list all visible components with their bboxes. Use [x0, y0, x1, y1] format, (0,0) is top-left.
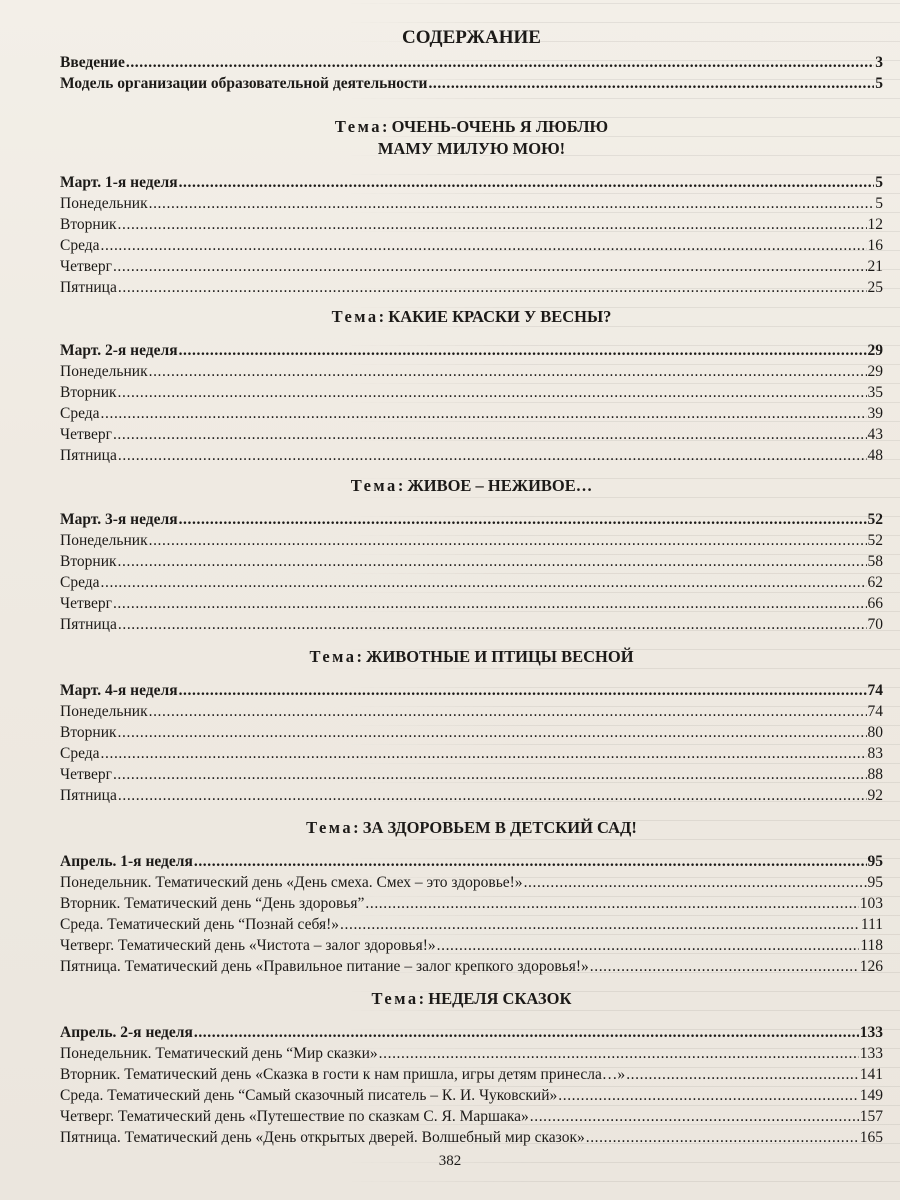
- toc-entry-page: 66: [867, 595, 883, 612]
- toc-entry-label: Четверг. Тематический день «Путешествие по сказкам С. Я. Маршака»: [60, 1108, 529, 1125]
- toc-entry: [60, 193, 883, 214]
- dot-leader: [101, 743, 867, 764]
- contents-title: СОДЕРЖАНИЕ: [402, 27, 541, 48]
- toc-entry-label: Четверг: [60, 426, 112, 443]
- toc-entry: [60, 785, 883, 806]
- toc-entry-label: Пятница: [60, 616, 117, 633]
- theme-prefix: Тема: [306, 818, 354, 837]
- toc-entry: [60, 445, 883, 466]
- toc-entry: [60, 382, 883, 403]
- toc-entry-page: 126: [859, 958, 883, 975]
- toc-entry-page: 74: [867, 682, 883, 699]
- toc-entry-label: Среда. Тематический день “Познай себя!»: [60, 916, 340, 933]
- toc-entry-label: Март. 3-я неделя: [60, 511, 178, 528]
- toc-entry-page: 133: [859, 1045, 883, 1062]
- theme-section: [60, 306, 883, 466]
- toc-entry-label: Пятница: [60, 447, 117, 464]
- toc-entry: [60, 52, 883, 73]
- toc-entry-label: Вторник. Тематический день “День здоровья”: [60, 895, 365, 912]
- toc-entry: [60, 509, 883, 530]
- toc-entry: [60, 551, 883, 572]
- toc-entry-page: 118: [860, 937, 883, 954]
- theme-title: НЕДЕЛЯ СКАЗОК: [428, 989, 572, 1008]
- toc-entry-label: Среда: [60, 745, 100, 762]
- page-number: 382: [438, 1153, 462, 1169]
- toc-entry: [60, 914, 883, 935]
- toc-entry: [60, 764, 883, 785]
- theme-title: ЖИВОТНЫЕ И ПТИЦЫ ВЕСНОЙ: [366, 647, 634, 666]
- toc-entry: [60, 935, 883, 956]
- toc-entry: [60, 1064, 883, 1085]
- dot-leader: [586, 1127, 859, 1148]
- theme-title: ЗА ЗДОРОВЬЕМ В ДЕТСКИЙ САД!: [362, 818, 637, 837]
- toc-entry-label: Понедельник: [60, 532, 148, 549]
- toc-entry-page: 133: [859, 1024, 883, 1041]
- toc-entry-label: Вторник: [60, 724, 117, 741]
- toc-entry-label: Вторник. Тематический день «Сказка в гости к нам пришла, игры детям принесла…»: [60, 1066, 626, 1083]
- dot-leader: [558, 1085, 859, 1106]
- theme-prefix: Тема: [350, 476, 398, 495]
- theme-section: [60, 475, 883, 635]
- dot-leader: [194, 1022, 859, 1043]
- toc-entry: [60, 956, 883, 977]
- toc-entry-page: 80: [867, 724, 883, 741]
- theme-section: [60, 646, 883, 806]
- toc-entry: [60, 530, 883, 551]
- theme-heading: Тема: ЖИВОЕ – НЕЖИВОЕ…: [350, 476, 593, 495]
- toc-entry-page: 43: [867, 426, 883, 443]
- toc-entry-label: Понедельник: [60, 703, 148, 720]
- dot-leader: [118, 785, 867, 806]
- toc-entry-page: 12: [867, 216, 883, 233]
- toc-entry-label: Март. 1-я неделя: [60, 174, 178, 191]
- theme-heading: Тема: ЗА ЗДОРОВЬЕМ В ДЕТСКИЙ САД!: [306, 818, 637, 837]
- toc-entry-label: Пятница: [60, 279, 117, 296]
- dot-leader: [118, 445, 867, 466]
- dot-leader: [118, 614, 867, 635]
- dot-leader: [113, 424, 867, 445]
- toc-entry-label: Четверг. Тематический день «Чистота – залог здоровья!»: [60, 937, 436, 954]
- toc-entry-label: Пятница: [60, 787, 117, 804]
- theme-title: ЖИВОЕ – НЕЖИВОЕ…: [407, 476, 593, 495]
- toc-entry: [60, 743, 883, 764]
- theme-section: [60, 116, 883, 298]
- toc-entry-label: Среда: [60, 574, 100, 591]
- toc-entry-label: Вторник: [60, 553, 117, 570]
- toc-entry-page: 149: [859, 1087, 883, 1104]
- theme-prefix: Тема: [331, 307, 379, 326]
- toc-entry: [60, 701, 883, 722]
- dot-leader: [113, 764, 867, 785]
- toc-entry-page: 58: [867, 553, 883, 570]
- toc-entry: [60, 680, 883, 701]
- theme-prefix: Тема: [371, 989, 419, 1008]
- toc-entry-page: 21: [867, 258, 883, 275]
- toc-entry-label: Введение: [60, 54, 125, 71]
- dot-leader: [365, 893, 858, 914]
- theme-prefix: Тема: [309, 647, 357, 666]
- toc-entry: [60, 1022, 883, 1043]
- dot-leader: [101, 572, 867, 593]
- theme-title: ОЧЕНЬ-ОЧЕНЬ Я ЛЮБЛЮ: [391, 117, 609, 136]
- toc-entry-page: 25: [867, 279, 883, 296]
- toc-entry-page: 3: [875, 54, 883, 71]
- dot-leader: [118, 551, 867, 572]
- toc-entry: [60, 73, 883, 94]
- dot-leader: [149, 193, 875, 214]
- toc-entry-page: 74: [867, 703, 883, 720]
- dot-leader: [113, 593, 867, 614]
- theme-title: МАМУ МИЛУЮ МОЮ!: [377, 139, 566, 158]
- toc-entry-page: 95: [867, 853, 883, 870]
- dot-leader: [524, 872, 867, 893]
- dot-leader: [118, 214, 867, 235]
- toc-entry: [60, 893, 883, 914]
- dot-leader: [379, 1043, 859, 1064]
- toc-entry: [60, 1127, 883, 1148]
- toc-entry-label: Март. 2-я неделя: [60, 342, 178, 359]
- toc-entry-page: 16: [867, 237, 883, 254]
- toc-entry-label: Понедельник: [60, 195, 148, 212]
- toc-entry: [60, 872, 883, 893]
- toc-entry: [60, 403, 883, 424]
- toc-entry-page: 141: [859, 1066, 883, 1083]
- toc-entry: [60, 614, 883, 635]
- toc-entry-label: Вторник: [60, 384, 117, 401]
- toc-entry-page: 111: [860, 916, 883, 933]
- dot-leader: [149, 361, 867, 382]
- toc-entry: [60, 722, 883, 743]
- dot-leader: [118, 382, 867, 403]
- dot-leader: [101, 235, 867, 256]
- dot-leader: [179, 509, 867, 530]
- dot-leader: [118, 722, 867, 743]
- toc-entry-label: Модель организации образовательной деятельности: [60, 75, 428, 92]
- toc-entry-page: 35: [867, 384, 883, 401]
- toc-entry: [60, 361, 883, 382]
- dot-leader: [118, 277, 867, 298]
- theme-heading: [60, 138, 883, 160]
- toc-entry-label: Апрель. 2-я неделя: [60, 1024, 193, 1041]
- toc-entry: [60, 851, 883, 872]
- dot-leader: [340, 914, 860, 935]
- table-of-contents: [60, 24, 883, 1146]
- toc-entry: [60, 572, 883, 593]
- toc-entry-page: 5: [875, 174, 883, 191]
- dot-leader: [126, 52, 874, 73]
- toc-entry-page: 29: [867, 363, 883, 380]
- toc-entry-label: Апрель. 1-я неделя: [60, 853, 193, 870]
- toc-entry: [60, 214, 883, 235]
- toc-entry-label: Март. 4-я неделя: [60, 682, 178, 699]
- toc-entry: [60, 424, 883, 445]
- theme-section: [60, 817, 883, 977]
- toc-entry-page: 39: [867, 405, 883, 422]
- toc-entry-page: 83: [867, 745, 883, 762]
- toc-entry: [60, 277, 883, 298]
- toc-entry: [60, 1106, 883, 1127]
- toc-entry-page: 48: [867, 447, 883, 464]
- toc-entry: [60, 340, 883, 361]
- dot-leader: [149, 530, 867, 551]
- toc-entry-label: Пятница. Тематический день «День открытых дверей. Волшебный мир сказок»: [60, 1129, 585, 1146]
- toc-entry-label: Среда. Тематический день “Самый сказочный писатель – К. И. Чуковский»: [60, 1087, 558, 1104]
- dot-leader: [626, 1064, 859, 1085]
- toc-entry-label: Четверг: [60, 595, 112, 612]
- dot-leader: [437, 935, 860, 956]
- dot-leader: [179, 340, 867, 361]
- toc-entry-label: Понедельник. Тематический день «День смеха. Смех – это здоровье!»: [60, 874, 523, 891]
- theme-prefix: Тема: [334, 117, 382, 136]
- toc-entry-label: Четверг: [60, 766, 112, 783]
- theme-heading: Тема: ОЧЕНЬ-ОЧЕНЬ Я ЛЮБЛЮ: [334, 117, 609, 136]
- dot-leader: [194, 851, 867, 872]
- toc-entry-page: 70: [867, 616, 883, 633]
- toc-entry-page: 5: [875, 75, 883, 92]
- toc-entry: [60, 593, 883, 614]
- toc-entry: [60, 235, 883, 256]
- toc-entry-page: 5: [875, 195, 883, 212]
- toc-entry: [60, 256, 883, 277]
- theme-title: КАКИЕ КРАСКИ У ВЕСНЫ?: [388, 307, 612, 326]
- dot-leader: [179, 680, 867, 701]
- toc-entry-page: 95: [867, 874, 883, 891]
- toc-entry-page: 62: [867, 574, 883, 591]
- toc-entry-page: 88: [867, 766, 883, 783]
- dot-leader: [149, 701, 867, 722]
- dot-leader: [590, 956, 859, 977]
- toc-entry-label: Вторник: [60, 216, 117, 233]
- toc-entry-page: 157: [859, 1108, 883, 1125]
- dot-leader: [530, 1106, 859, 1127]
- intro-entries: [60, 52, 883, 94]
- toc-entry-page: 52: [867, 511, 883, 528]
- toc-entry-label: Четверг: [60, 258, 112, 275]
- toc-entry-page: 92: [867, 787, 883, 804]
- theme-heading: Тема: КАКИЕ КРАСКИ У ВЕСНЫ?: [331, 307, 612, 326]
- toc-entry-page: 52: [867, 532, 883, 549]
- dot-leader: [113, 256, 867, 277]
- toc-entry-label: Среда: [60, 405, 100, 422]
- theme-section: [60, 988, 883, 1148]
- toc-entry: [60, 1043, 883, 1064]
- toc-entry-label: Понедельник. Тематический день “Мир сказки»: [60, 1045, 378, 1062]
- toc-entry-page: 103: [859, 895, 883, 912]
- toc-entry-label: Понедельник: [60, 363, 148, 380]
- theme-heading: Тема: ЖИВОТНЫЕ И ПТИЦЫ ВЕСНОЙ: [309, 647, 634, 666]
- dot-leader: [179, 172, 875, 193]
- toc-entry-label: Пятница. Тематический день «Правильное питание – залог крепкого здоровья!»: [60, 958, 589, 975]
- toc-entry-page: 165: [859, 1129, 883, 1146]
- dot-leader: [428, 73, 874, 94]
- toc-entry-page: 29: [867, 342, 883, 359]
- theme-heading: Тема: НЕДЕЛЯ СКАЗОК: [371, 989, 572, 1008]
- toc-entry: [60, 172, 883, 193]
- toc-entry: [60, 1085, 883, 1106]
- dot-leader: [101, 403, 867, 424]
- toc-entry-label: Среда: [60, 237, 100, 254]
